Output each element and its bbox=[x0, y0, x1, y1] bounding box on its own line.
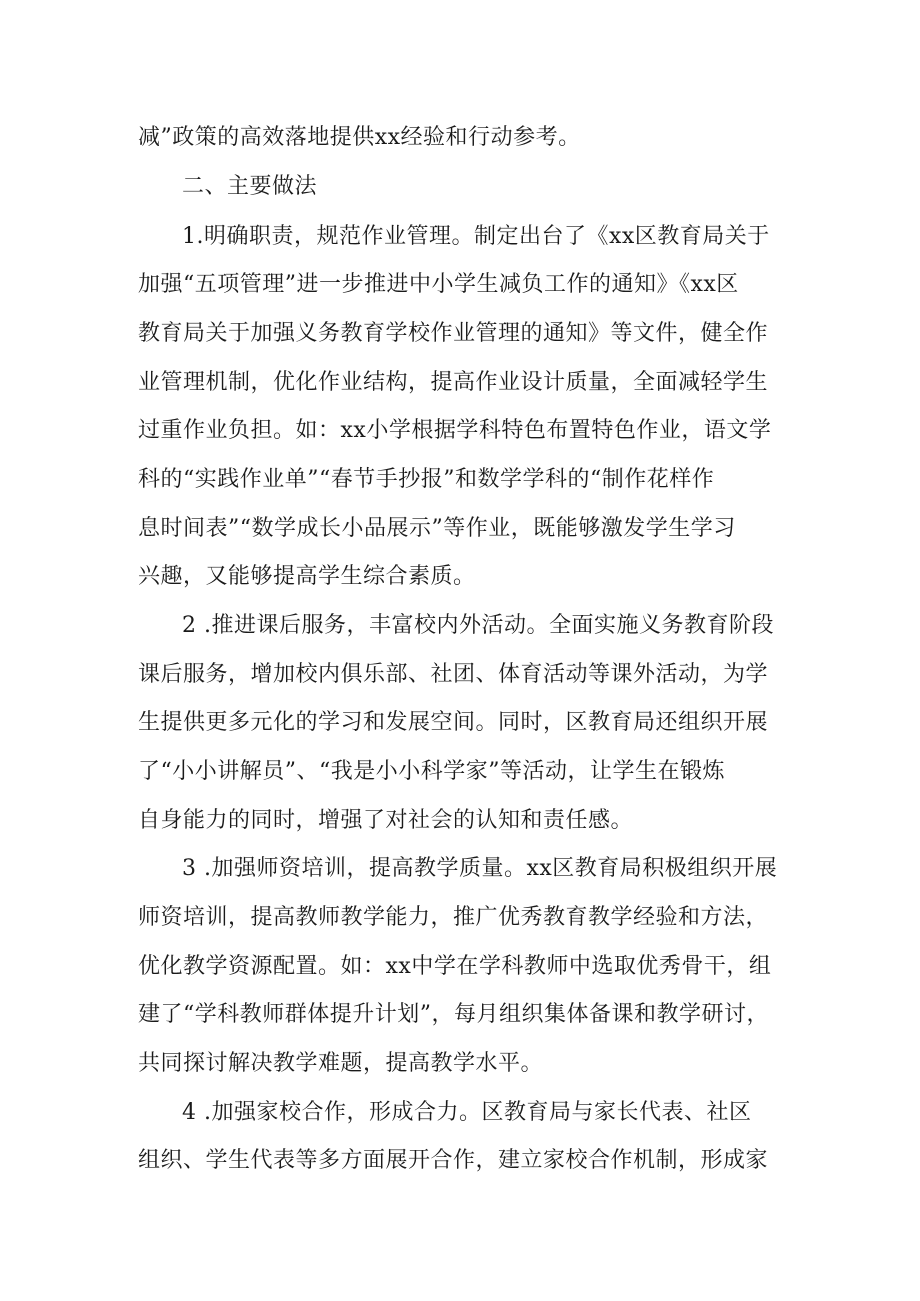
text-line: 教育局关于加强义务教育学校作业管理的通知》等文件，健全作 bbox=[138, 321, 769, 346]
section-heading: 二、主要做法 bbox=[182, 174, 318, 199]
text-line: 业管理机制，优化作业结构，提高作业设计质量，全面减轻学生 bbox=[138, 370, 769, 395]
text-line: 3 .加强师资培训，提高教学质量。xx区教育局积极组织开展 bbox=[182, 856, 778, 881]
text-line: 了“小小讲解员”、“我是小小科学家”等活动，让学生在锻炼 bbox=[138, 759, 725, 784]
text-line: 2 .推进课后服务，丰富校内外活动。全面实施义务教育阶段 bbox=[182, 613, 774, 638]
text-line: 优化教学资源配置。如：xx中学在学科教师中选取优秀骨干，组 bbox=[138, 954, 772, 979]
text-line: 自身能力的同时，增强了对社会的认知和责任感。 bbox=[138, 808, 634, 833]
text-line: 减”政策的高效落地提供xx经验和行动参考。 bbox=[138, 125, 581, 150]
text-line: 过重作业负担。如：xx小学根据学科特色布置特色作业，语文学 bbox=[138, 418, 772, 443]
text-line: 科的“实践作业单”“春节手抄报”和数学学科的“制作花样作 bbox=[138, 467, 715, 492]
text-line: 师资培训，提高教师教学能力，推广优秀教育教学经验和方法， bbox=[138, 905, 769, 930]
text-line: 加强“五项管理”进一步推进中小学生减负工作的通知》《xx区 bbox=[138, 272, 739, 297]
text-line: 建了“学科教师群体提升计划”，每月组织集体备课和教学研讨， bbox=[138, 1002, 769, 1027]
text-line: 生提供更多元化的学习和发展空间。同时，区教育局还组织开展 bbox=[138, 710, 769, 735]
text-line: 兴趣，又能够提高学生综合素质。 bbox=[138, 564, 476, 589]
text-line: 课后服务，增加校内俱乐部、社团、体育活动等课外活动，为学 bbox=[138, 662, 769, 687]
text-line: 4 .加强家校合作，形成合力。区教育局与家长代表、社区 bbox=[182, 1100, 752, 1125]
text-line: 共同探讨解决教学难题，提高教学水平。 bbox=[138, 1051, 544, 1076]
text-line: 1.明确职责，规范作业管理。制定出台了《xx区教育局关于 bbox=[182, 224, 770, 249]
text-line: 组织、学生代表等多方面展开合作，建立家校合作机制，形成家 bbox=[138, 1148, 769, 1173]
text-line: 息时间表”“数学成长小品展示”等作业，既能够激发学生学习 bbox=[138, 516, 736, 541]
